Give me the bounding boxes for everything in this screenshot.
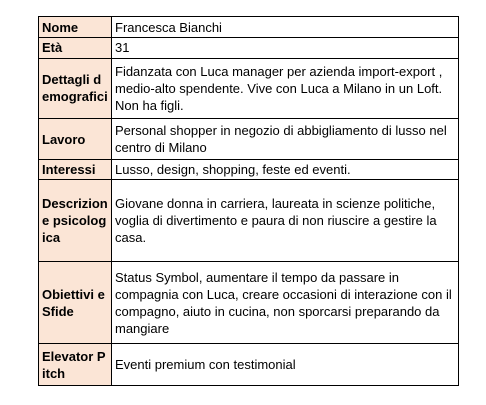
table-row-lavoro <box>39 119 459 160</box>
table-row-eta <box>39 38 459 58</box>
table-row-descrizione-psicologica <box>39 180 459 262</box>
row-label-lavoro: Lavoro <box>39 119 112 160</box>
row-label-dettagli-demografici: Dettagli demografici <box>39 58 112 119</box>
row-value-obiettivi-e-sfide: Status Symbol, aumentare il tempo da passare in compagnia con Luca, creare occasioni di interazione con il compagno, aiuto in cucina, non sporcarsi preparando da mangiare <box>112 262 459 344</box>
row-label-elevator-pitch: Elevator Pitch <box>39 344 112 386</box>
table-row-obiettivi-e-sfide <box>39 262 459 344</box>
row-label-descrizione-psicologica: Descrizione psicologica <box>39 180 112 262</box>
table-row-dettagli-demografici <box>39 58 459 119</box>
row-label-interessi: Interessi <box>39 159 112 179</box>
row-value-elevator-pitch: Eventi premium con testimonial <box>112 344 459 386</box>
row-label-obiettivi-e-sfide: Obiettivi e Sfide <box>39 262 112 344</box>
table-row-interessi <box>39 159 459 179</box>
row-label-nome: Nome <box>39 17 112 38</box>
row-value-descrizione-psicologica: Giovane donna in carriera, laureata in scienze politiche, voglia di divertimento e paura di non riuscire a gestire la casa. <box>112 180 459 262</box>
row-value-interessi: Lusso, design, shopping, feste ed eventi. <box>112 159 459 179</box>
row-label-eta: Età <box>39 38 112 58</box>
persona-table <box>38 16 459 386</box>
row-value-lavoro: Personal shopper in negozio di abbigliamento di lusso nel centro di Milano <box>112 119 459 160</box>
table-row-elevator-pitch <box>39 344 459 386</box>
row-value-dettagli-demografici: Fidanzata con Luca manager per azienda import-export , medio-alto spendente. Vive con Luca a Milano in un Loft. Non ha figli. <box>112 58 459 119</box>
row-value-eta: 31 <box>112 38 459 58</box>
row-value-nome: Francesca Bianchi <box>112 17 459 38</box>
table-row-nome <box>39 17 459 38</box>
